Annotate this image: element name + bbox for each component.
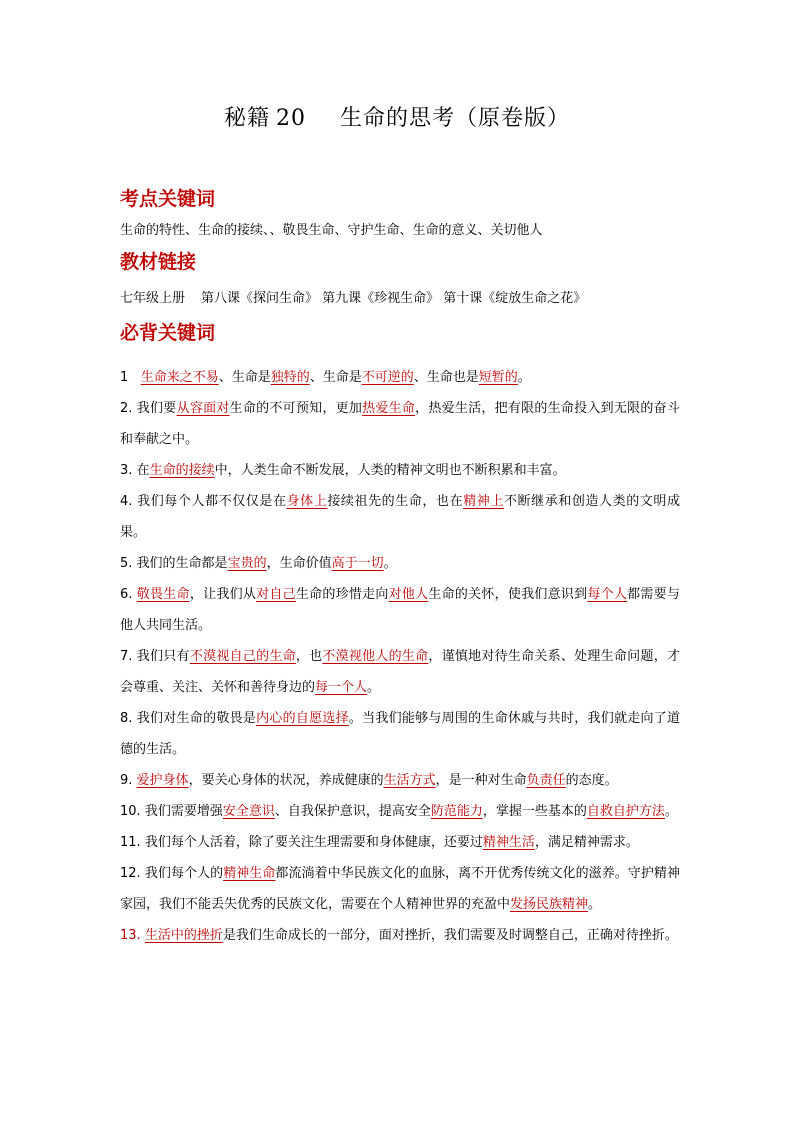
item-number: 12. bbox=[120, 866, 141, 881]
item-number: 1 bbox=[120, 370, 129, 385]
item-text: 我们需要增强 bbox=[144, 804, 223, 819]
key-phrase: 防范能力 bbox=[430, 804, 483, 819]
key-phrase: 热爱生命 bbox=[362, 401, 416, 416]
item-text: 接续祖先的生命，也在 bbox=[327, 494, 464, 509]
key-phrase: 不可逆的 bbox=[361, 370, 414, 385]
list-item bbox=[120, 765, 680, 796]
item-text: ，让我们从 bbox=[189, 587, 257, 602]
item-number: 13. bbox=[120, 928, 141, 943]
title-main: 生命的思考（原卷版） bbox=[340, 106, 571, 131]
key-phrase: 每个人 bbox=[587, 587, 628, 602]
item-text: 、自我保护意识，提高安全 bbox=[274, 804, 431, 819]
item-number: 2. bbox=[120, 401, 133, 416]
item-text: ，谨慎地对待生命关系、处理生命问题，才会尊重、关注、关怀和善待身边的 bbox=[120, 649, 680, 695]
item-text: 。当我们能够与周围的生命休戚与共时，我们就走向了道德的生活。 bbox=[120, 711, 680, 757]
item-text: 我们对生命的敬畏是 bbox=[136, 711, 257, 726]
item-text: 生命的关怀，使我们意识到 bbox=[428, 587, 588, 602]
key-phrase: 自救自护方法 bbox=[586, 804, 665, 819]
item-text: 。 bbox=[367, 680, 381, 695]
item-text: 。 bbox=[517, 370, 531, 385]
item-number: 7. bbox=[120, 649, 133, 664]
keywords-text: 生命的特性、生命的接续、、敬畏生命、守护生命、生命的意义、关切他人 bbox=[120, 223, 543, 238]
key-phrase: 每一个人 bbox=[315, 680, 368, 695]
key-phrase: 发扬民族精神 bbox=[510, 897, 589, 912]
item-text: 。 bbox=[383, 556, 397, 571]
item-number: 5. bbox=[120, 556, 133, 571]
title-prefix: 秘籍 bbox=[223, 106, 270, 131]
item-text: 在 bbox=[136, 463, 150, 478]
item-text: 、生命也是 bbox=[413, 370, 479, 385]
key-phrase: 宝贵的 bbox=[227, 556, 267, 571]
item-text: ，生命价值 bbox=[266, 556, 332, 571]
key-phrase: 精神生命 bbox=[223, 866, 276, 881]
item-text: 、生命是 bbox=[309, 370, 362, 385]
textbook-grade: 七年级上册 bbox=[120, 291, 186, 306]
list-item bbox=[120, 920, 680, 951]
item-text: 。 bbox=[664, 804, 678, 819]
key-phrase: 短暂的 bbox=[478, 370, 518, 385]
item-text: ，掌握一些基本的 bbox=[482, 804, 587, 819]
item-text: 我们要 bbox=[136, 401, 177, 416]
keywords-heading: 考点关键词 bbox=[120, 188, 216, 210]
list-item bbox=[120, 579, 680, 641]
item-text: 我们每个人的 bbox=[144, 866, 224, 881]
item-number: 4. bbox=[120, 494, 133, 509]
list-item bbox=[120, 858, 680, 920]
item-text: 生命的珍惜走向 bbox=[295, 587, 389, 602]
key-phrase: 敬畏生命 bbox=[136, 587, 190, 602]
item-text: 我们每个人都不仅仅是在 bbox=[137, 494, 287, 509]
textbook-line bbox=[120, 289, 586, 309]
key-phrase: 对自己 bbox=[256, 587, 296, 602]
item-text: ，满足精神需求。 bbox=[534, 835, 639, 850]
item-number: 6. bbox=[120, 587, 133, 602]
item-text: 我们的生命都是 bbox=[136, 556, 228, 571]
list-item bbox=[120, 393, 680, 455]
item-text: 的态度。 bbox=[565, 773, 618, 788]
key-phrase: 生活方式 bbox=[383, 773, 436, 788]
key-phrase: 生活中的挫折 bbox=[144, 928, 223, 943]
item-number: 8. bbox=[120, 711, 133, 726]
item-text: ，热爱生活，把有限的生命投入到无限的奋斗和奉献之中。 bbox=[120, 401, 680, 447]
key-phrase: 身体上 bbox=[286, 494, 328, 509]
key-phrase: 爱护身体 bbox=[136, 773, 189, 788]
list-item bbox=[120, 796, 680, 827]
key-phrase: 生命的接续 bbox=[149, 463, 215, 478]
item-text: 都需要与他人共同生活。 bbox=[120, 587, 680, 633]
item-text: 生命的不可预知，更加 bbox=[229, 401, 363, 416]
item-number: 10. bbox=[120, 804, 141, 819]
item-text: 、生命是 bbox=[218, 370, 271, 385]
list-item bbox=[120, 703, 680, 765]
key-phrase: 不漠视自己的生命 bbox=[189, 649, 296, 664]
list-item bbox=[120, 362, 680, 393]
key-phrase: 负责任 bbox=[526, 773, 566, 788]
key-phrase: 高于一切 bbox=[331, 556, 384, 571]
key-phrase: 生命来之不易 bbox=[140, 370, 219, 385]
item-text: 都流淌着中华民族文化的血脉，离不开优秀传统文化的滋养。守护精神家园，我们不能丢失优秀的民族文化，需要在个人精神世界的充盈中 bbox=[120, 866, 680, 912]
item-text: ，是一种对生命 bbox=[435, 773, 527, 788]
textbook-heading: 教材链接 bbox=[120, 251, 197, 273]
item-text: ，也 bbox=[295, 649, 323, 664]
item-text: 中，人类生命不断发展，人类的精神文明也不断积累和丰富。 bbox=[214, 463, 566, 478]
list-item bbox=[120, 486, 680, 548]
recite-list bbox=[120, 362, 680, 951]
key-phrase: 精神上 bbox=[463, 494, 504, 509]
item-text: 。 bbox=[588, 897, 602, 912]
list-item bbox=[120, 548, 680, 579]
list-item bbox=[120, 455, 680, 486]
key-phrase: 独特的 bbox=[270, 370, 310, 385]
page-title bbox=[0, 104, 794, 134]
key-phrase: 精神生活 bbox=[482, 835, 535, 850]
item-text: 是我们生命成长的一部分，面对挫折，我们需要及时调整自己，正确对待挫折。 bbox=[222, 928, 678, 943]
key-phrase: 不漠视他人的生命 bbox=[322, 649, 429, 664]
recite-heading: 必背关键词 bbox=[120, 322, 216, 344]
list-item bbox=[120, 641, 680, 703]
item-text: 不断继承和创造人类的文明成果。 bbox=[120, 494, 680, 540]
key-phrase: 从容面对 bbox=[176, 401, 230, 416]
list-item bbox=[120, 827, 680, 858]
item-text: 我们只有 bbox=[136, 649, 190, 664]
key-phrase: 内心的自愿选择 bbox=[256, 711, 349, 726]
item-text: ，要关心身体的状况，养成健康的 bbox=[188, 773, 384, 788]
textbook-lessons: 第八课《探问生命》 第九课《珍视生命》 第十课《绽放生命之花》 bbox=[201, 291, 587, 306]
item-number: 11. bbox=[120, 835, 141, 850]
item-number: 9. bbox=[120, 773, 133, 788]
item-text: 我们每个人活着，除了要关注生理需要和身体健康，还要过 bbox=[144, 835, 483, 850]
key-phrase: 对他人 bbox=[388, 587, 429, 602]
item-number: 3. bbox=[120, 463, 133, 478]
title-number: 20 bbox=[276, 106, 306, 131]
key-phrase: 安全意识 bbox=[222, 804, 275, 819]
